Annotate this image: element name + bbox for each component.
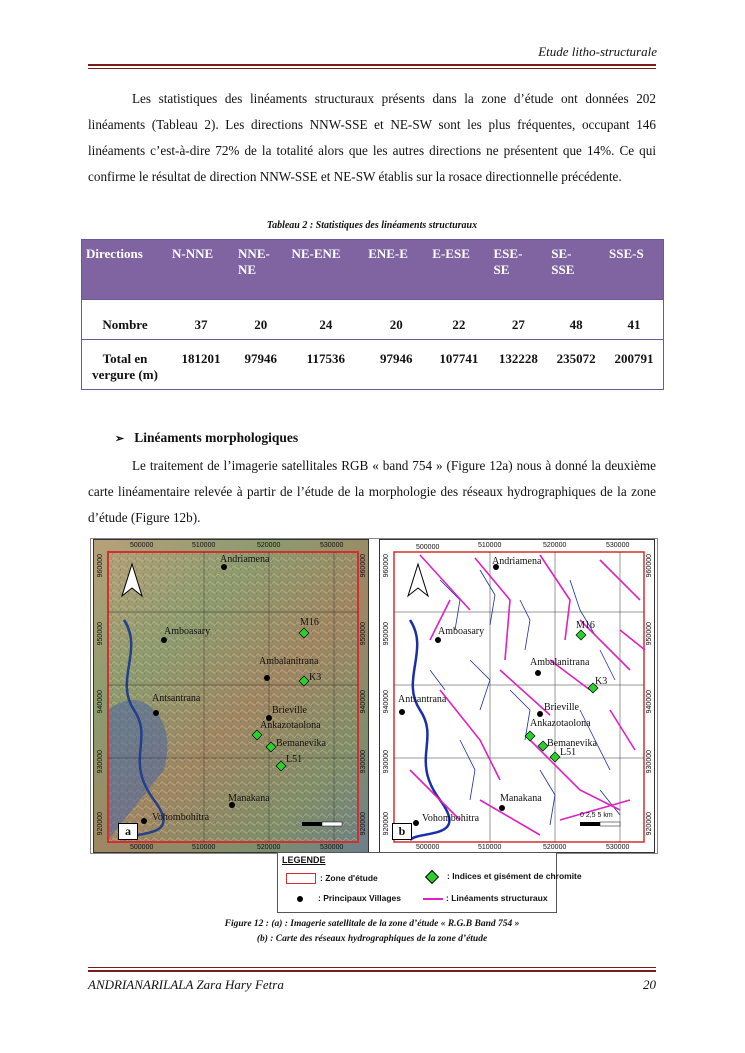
zone-swatch-icon — [286, 873, 316, 884]
table-cell: 20 — [364, 300, 428, 340]
y-coordinate-label: 920000 — [646, 812, 653, 836]
place-label: Ambalanitrana — [259, 656, 319, 667]
y-coordinate-label: 920000 — [383, 812, 390, 836]
footer-rule — [88, 970, 656, 972]
table-header-cell: N-NNE — [168, 240, 234, 300]
place-label: Andriamena — [220, 554, 270, 565]
y-coordinate-label: 950000 — [97, 622, 104, 646]
panel-letter-b: b — [392, 823, 412, 840]
figure-12 — [90, 538, 658, 854]
place-label: K3 — [309, 672, 322, 683]
x-coordinate-label: 500000 — [416, 544, 440, 551]
scale-bar-label: 0 2,5 5 km — [580, 812, 613, 819]
table-header-row — [82, 240, 664, 300]
table-cell: 22 — [428, 300, 489, 340]
figure-caption-line-1: Figure 12 : (a) : Imagerie satellitale de la zone d’étude « R.G.B Band 754 » — [224, 919, 520, 929]
figure-caption-line-2: (b) : Carte des réseaux hydrographiques de la zone d’étude — [256, 934, 488, 944]
hydrographic-map-panel — [379, 539, 655, 853]
y-coordinate-label: 950000 — [646, 622, 653, 646]
footer-rule-thin — [88, 967, 656, 968]
y-coordinate-label: 960000 — [360, 554, 367, 578]
place-label: L51 — [560, 747, 577, 758]
intro-paragraph: Les statistiques des linéaments structuraux présents dans la zone d’étude ont données 202 linéaments (Tableau 2). Les directions NNW-SSE et NE-SW sont les plus fréquentes, occupant 146 linéaments c’est-à-dire 72% de la totalité alors que les autres directions ne présentent que 14%. Ce qui confirme le résultat de direction NNW-SSE et NE-SW établis sur la rosace directionnelle précédente. — [88, 91, 656, 184]
y-coordinate-label: 930000 — [646, 750, 653, 774]
section-title: ➢ Linéaments morphologiques — [115, 430, 299, 445]
table-header-cell: Directions — [82, 240, 169, 300]
table-row — [82, 300, 664, 340]
place-label: Ambalanitrana — [530, 657, 590, 668]
section-paragraph: Le traitement de l’imagerie satellitales RGB « band 754 » (Figure 12a) nous à donné la deuxième carte linéamentaire relevée à partir de l’étude de la morphologie des réseaux hydrographiques de la zone d’étude (Figure 12b). — [88, 458, 656, 525]
table-cell: Total en vergure (m) — [82, 340, 169, 390]
village-dot-icon — [297, 896, 303, 902]
x-coordinate-label: 500000 — [130, 844, 154, 851]
place-label: Amboasary — [438, 626, 485, 637]
y-coordinate-label: 920000 — [360, 812, 367, 836]
header-rule — [88, 64, 656, 66]
place-label: Manakana — [228, 793, 270, 804]
table-header-cell: E-ESE — [428, 240, 489, 300]
y-coordinate-label: 920000 — [97, 812, 104, 836]
x-coordinate-label: 510000 — [478, 542, 502, 549]
table-cell: 27 — [490, 300, 548, 340]
page-number: 20 — [643, 977, 656, 992]
lineament-line-icon — [423, 898, 443, 900]
x-coordinate-label: 510000 — [192, 844, 216, 851]
satellite-image — [94, 540, 369, 853]
arrow-bullet-icon: ➢ — [115, 433, 125, 445]
satellite-image-panel — [93, 539, 369, 853]
y-coordinate-label: 950000 — [383, 622, 390, 646]
header-rule-thin — [88, 68, 656, 69]
table-cell: 181201 — [168, 340, 234, 390]
place-label: Antsantrana — [152, 693, 201, 704]
table-caption: Tableau 2 : Statistiques des linéaments structuraux — [266, 220, 478, 231]
table-cell: 200791 — [605, 340, 663, 390]
legend-item-chromite: : Indices et gisément de chromite — [423, 871, 582, 882]
legend-item-zone: : Zone d'étude — [286, 873, 378, 884]
table-cell: 235072 — [547, 340, 605, 390]
x-coordinate-label: 520000 — [543, 844, 567, 851]
table-cell: 24 — [287, 300, 364, 340]
table-header-cell: NE-ENE — [287, 240, 364, 300]
table-cell: 48 — [547, 300, 605, 340]
x-coordinate-label: 520000 — [543, 542, 567, 549]
place-label: Brieville — [544, 702, 579, 713]
place-label: Brieville — [272, 705, 307, 716]
y-coordinate-label: 930000 — [383, 750, 390, 774]
table-cell: 117536 — [287, 340, 364, 390]
x-coordinate-label: 510000 — [478, 844, 502, 851]
x-coordinate-label: 500000 — [130, 542, 154, 549]
table-header-cell: ESE- SE — [490, 240, 548, 300]
y-coordinate-label: 930000 — [360, 750, 367, 774]
x-coordinate-label: 530000 — [320, 542, 344, 549]
x-coordinate-label: 530000 — [320, 844, 344, 851]
table-cell: 97946 — [234, 340, 287, 390]
place-label: Bemanevika — [276, 738, 326, 749]
place-label: Amboasary — [164, 626, 211, 637]
table-row — [82, 340, 664, 390]
legend-item-lineaments: : Linéaments structuraux — [423, 893, 548, 903]
x-coordinate-label: 530000 — [606, 542, 630, 549]
place-label: Vohombohitra — [422, 813, 480, 824]
y-coordinate-label: 940000 — [383, 690, 390, 714]
table-cell: Nombre — [82, 300, 169, 340]
place-label: M16 — [300, 617, 319, 628]
table-cell: 107741 — [428, 340, 489, 390]
x-coordinate-label: 520000 — [257, 542, 281, 549]
running-header: Etude litho-structurale — [538, 44, 657, 59]
place-label: Andriamena — [492, 556, 542, 567]
table-cell: 37 — [168, 300, 234, 340]
place-label: M16 — [576, 620, 595, 631]
chromite-diamond-icon — [425, 870, 439, 884]
legend-title: LEGENDE — [282, 855, 326, 865]
legend-item-villages: : Principaux Villages — [286, 893, 401, 903]
place-label: K3 — [595, 676, 608, 687]
table-header-cell: SSE-S — [605, 240, 663, 300]
table-header-cell: ENE-E — [364, 240, 428, 300]
table-cell: 20 — [234, 300, 287, 340]
footer-author: ANDRIANARILALA Zara Hary Fetra — [88, 977, 284, 992]
lineament-stats-table — [81, 239, 664, 390]
y-coordinate-label: 950000 — [360, 622, 367, 646]
place-label: Vohombohitra — [152, 812, 210, 823]
x-coordinate-label: 510000 — [192, 542, 216, 549]
place-label: Antsantrana — [398, 694, 447, 705]
y-coordinate-label: 930000 — [97, 750, 104, 774]
y-coordinate-label: 960000 — [383, 554, 390, 578]
map-legend — [277, 852, 582, 913]
x-coordinate-label: 520000 — [257, 844, 281, 851]
place-label: Bemanevika — [547, 738, 597, 749]
place-label: L51 — [286, 754, 303, 765]
place-label: Ankazotaolona — [260, 720, 321, 731]
y-coordinate-label: 940000 — [97, 690, 104, 714]
x-coordinate-label: 500000 — [416, 844, 440, 851]
x-coordinate-label: 530000 — [606, 844, 630, 851]
panel-letter-a: a — [118, 823, 138, 840]
y-coordinate-label: 940000 — [360, 690, 367, 714]
y-coordinate-label: 940000 — [646, 690, 653, 714]
table-cell: 41 — [605, 300, 663, 340]
y-coordinate-label: 960000 — [97, 554, 104, 578]
table-cell: 97946 — [364, 340, 428, 390]
table-header-cell: NNE- NE — [234, 240, 287, 300]
place-label: Manakana — [500, 793, 542, 804]
table-header-cell: SE- SSE — [547, 240, 605, 300]
table-cell: 132228 — [490, 340, 548, 390]
y-coordinate-label: 960000 — [646, 554, 653, 578]
place-label: Ankazotaolona — [530, 718, 591, 729]
